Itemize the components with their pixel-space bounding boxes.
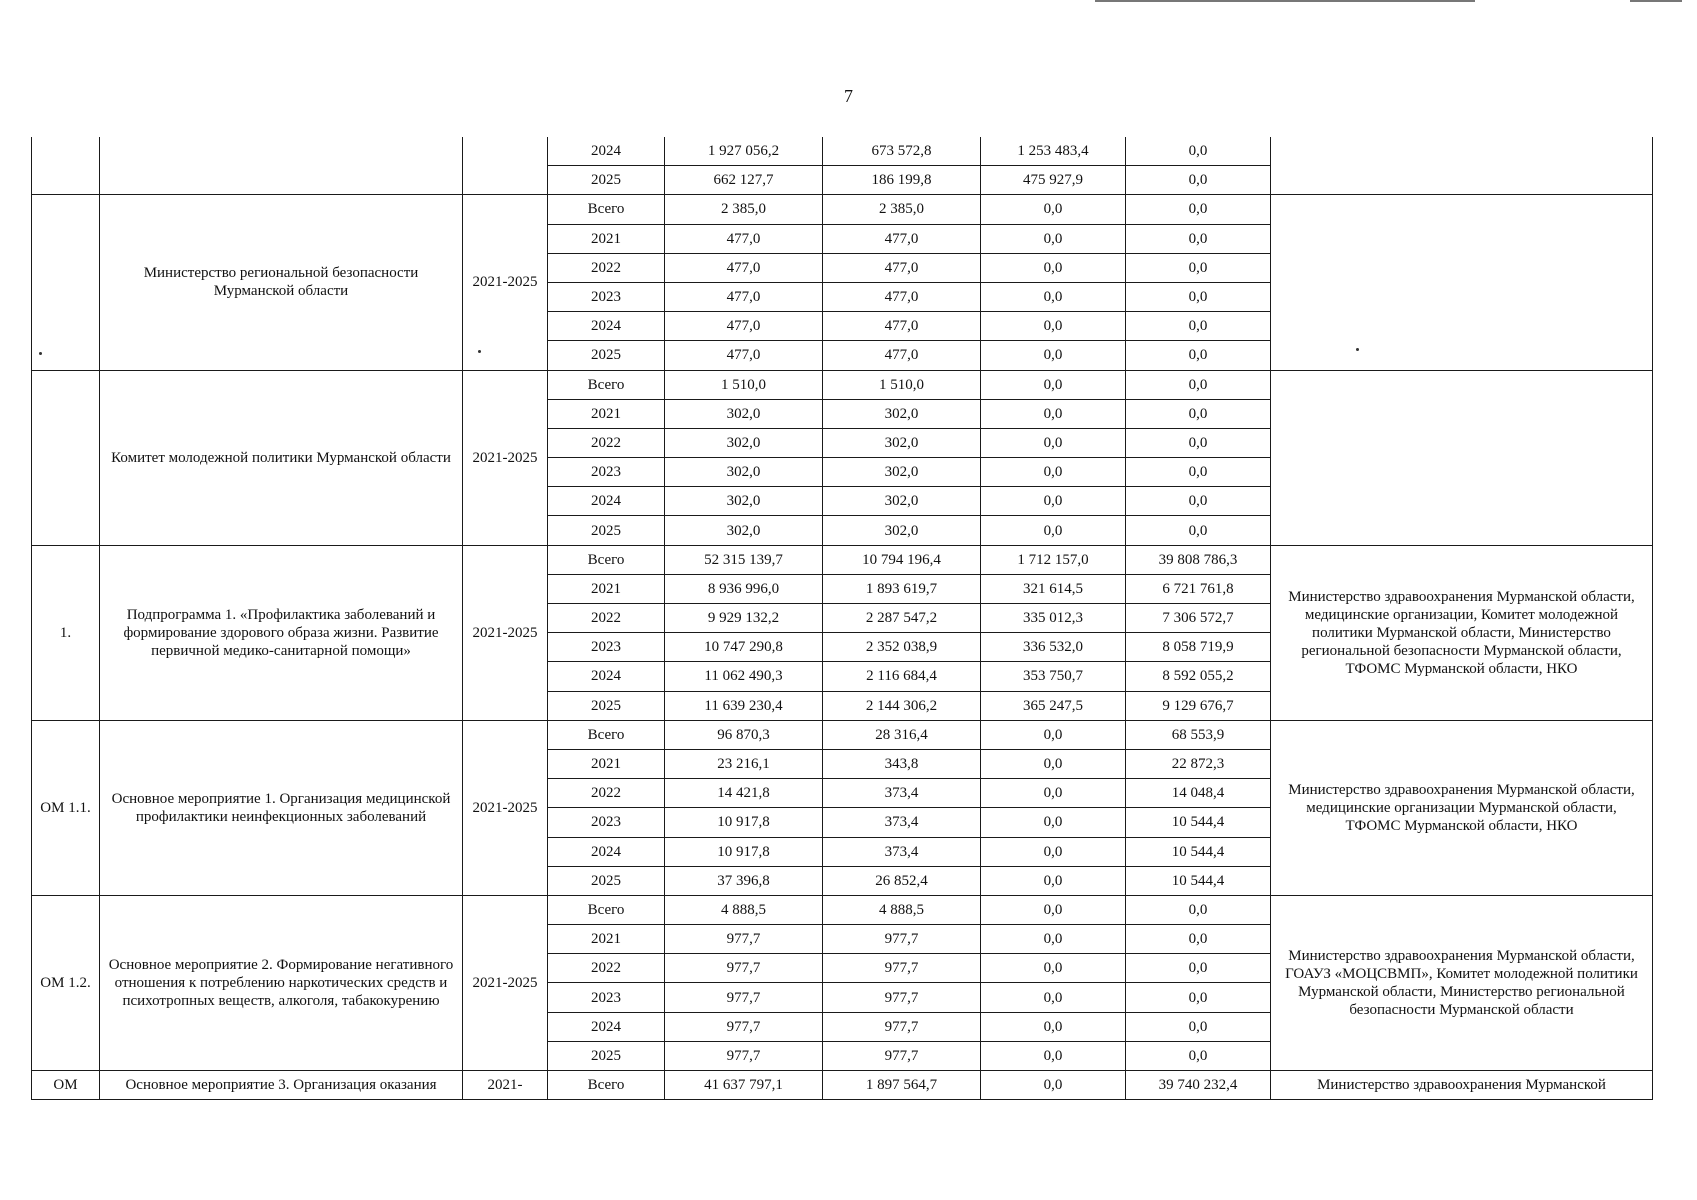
federal-budget-cell: 0,0 <box>981 1071 1126 1100</box>
total-cell: 8 936 996,0 <box>665 574 823 603</box>
executors-cell: Министерство здравоохранения Мурманской области, медицинские организации Мурманской области, ТФОМС Мурманской области, НКО <box>1271 720 1653 895</box>
regional-budget-cell: 373,4 <box>823 808 981 837</box>
regional-budget-cell: 302,0 <box>823 399 981 428</box>
year-cell: 2024 <box>548 312 665 341</box>
other-sources-cell: 0,0 <box>1126 166 1271 195</box>
table-row <box>32 137 1653 166</box>
total-cell: 2 385,0 <box>665 195 823 224</box>
regional-budget-cell: 977,7 <box>823 925 981 954</box>
item-number-cell: ОМ 1.1. <box>32 720 100 895</box>
item-name-cell: Комитет молодежной политики Мурманской области <box>100 370 463 545</box>
federal-budget-cell: 475 927,9 <box>981 166 1126 195</box>
federal-budget-cell: 0,0 <box>981 312 1126 341</box>
total-cell: 302,0 <box>665 487 823 516</box>
total-cell: 10 917,8 <box>665 837 823 866</box>
year-cell: Всего <box>548 720 665 749</box>
executors-cell: Министерство здравоохранения Мурманской <box>1271 1071 1653 1100</box>
other-sources-cell: 10 544,4 <box>1126 837 1271 866</box>
other-sources-cell: 14 048,4 <box>1126 779 1271 808</box>
federal-budget-cell: 0,0 <box>981 195 1126 224</box>
federal-budget-cell: 0,0 <box>981 720 1126 749</box>
total-cell: 96 870,3 <box>665 720 823 749</box>
regional-budget-cell: 477,0 <box>823 312 981 341</box>
total-cell: 41 637 797,1 <box>665 1071 823 1100</box>
year-cell: 2023 <box>548 633 665 662</box>
regional-budget-cell: 477,0 <box>823 253 981 282</box>
total-cell: 477,0 <box>665 282 823 311</box>
federal-budget-cell: 0,0 <box>981 808 1126 837</box>
other-sources-cell: 0,0 <box>1126 253 1271 282</box>
year-cell: 2024 <box>548 487 665 516</box>
other-sources-cell: 0,0 <box>1126 282 1271 311</box>
period-cell: 2021-2025 <box>463 370 548 545</box>
year-cell: 2022 <box>548 604 665 633</box>
regional-budget-cell: 26 852,4 <box>823 866 981 895</box>
regional-budget-cell: 477,0 <box>823 341 981 370</box>
regional-budget-cell: 673 572,8 <box>823 137 981 166</box>
total-cell: 1 927 056,2 <box>665 137 823 166</box>
regional-budget-cell: 1 893 619,7 <box>823 574 981 603</box>
year-cell: Всего <box>548 1071 665 1100</box>
federal-budget-cell: 0,0 <box>981 925 1126 954</box>
regional-budget-cell: 343,8 <box>823 749 981 778</box>
federal-budget-cell: 0,0 <box>981 428 1126 457</box>
regional-budget-cell: 373,4 <box>823 837 981 866</box>
year-cell: 2022 <box>548 954 665 983</box>
year-cell: 2021 <box>548 925 665 954</box>
other-sources-cell: 8 058 719,9 <box>1126 633 1271 662</box>
regional-budget-cell: 28 316,4 <box>823 720 981 749</box>
year-cell: 2023 <box>548 458 665 487</box>
executors-cell <box>1271 370 1653 545</box>
total-cell: 14 421,8 <box>665 779 823 808</box>
federal-budget-cell: 0,0 <box>981 341 1126 370</box>
other-sources-cell: 39 740 232,4 <box>1126 1071 1271 1100</box>
other-sources-cell: 0,0 <box>1126 195 1271 224</box>
item-number-cell <box>32 137 100 195</box>
year-cell: 2021 <box>548 749 665 778</box>
year-cell: 2025 <box>548 1041 665 1070</box>
other-sources-cell: 0,0 <box>1126 1041 1271 1070</box>
federal-budget-cell: 365 247,5 <box>981 691 1126 720</box>
total-cell: 9 929 132,2 <box>665 604 823 633</box>
other-sources-cell: 0,0 <box>1126 925 1271 954</box>
total-cell: 11 062 490,3 <box>665 662 823 691</box>
regional-budget-cell: 2 352 038,9 <box>823 633 981 662</box>
total-cell: 302,0 <box>665 458 823 487</box>
regional-budget-cell: 373,4 <box>823 779 981 808</box>
regional-budget-cell: 2 116 684,4 <box>823 662 981 691</box>
total-cell: 977,7 <box>665 925 823 954</box>
federal-budget-cell: 0,0 <box>981 487 1126 516</box>
total-cell: 37 396,8 <box>665 866 823 895</box>
federal-budget-cell: 1 712 157,0 <box>981 545 1126 574</box>
federal-budget-cell: 353 750,7 <box>981 662 1126 691</box>
total-cell: 10 917,8 <box>665 808 823 837</box>
table-row <box>32 895 1653 924</box>
regional-budget-cell: 2 385,0 <box>823 195 981 224</box>
total-cell: 477,0 <box>665 312 823 341</box>
regional-budget-cell: 4 888,5 <box>823 895 981 924</box>
other-sources-cell: 0,0 <box>1126 516 1271 545</box>
federal-budget-cell: 0,0 <box>981 779 1126 808</box>
regional-budget-cell: 477,0 <box>823 224 981 253</box>
year-cell: 2021 <box>548 224 665 253</box>
federal-budget-cell: 0,0 <box>981 954 1126 983</box>
regional-budget-cell: 1 510,0 <box>823 370 981 399</box>
federal-budget-cell: 336 532,0 <box>981 633 1126 662</box>
year-cell: 2024 <box>548 837 665 866</box>
regional-budget-cell: 977,7 <box>823 954 981 983</box>
federal-budget-cell: 0,0 <box>981 516 1126 545</box>
regional-budget-cell: 302,0 <box>823 516 981 545</box>
table-row <box>32 1071 1653 1100</box>
funding-table-body <box>32 137 1653 1100</box>
federal-budget-cell: 0,0 <box>981 895 1126 924</box>
year-cell: Всего <box>548 370 665 399</box>
total-cell: 477,0 <box>665 224 823 253</box>
total-cell: 977,7 <box>665 954 823 983</box>
year-cell: Всего <box>548 895 665 924</box>
period-cell: 2021-2025 <box>463 720 548 895</box>
period-cell: 2021-2025 <box>463 195 548 370</box>
federal-budget-cell: 0,0 <box>981 253 1126 282</box>
total-cell: 302,0 <box>665 428 823 457</box>
regional-budget-cell: 302,0 <box>823 428 981 457</box>
total-cell: 977,7 <box>665 1041 823 1070</box>
total-cell: 477,0 <box>665 341 823 370</box>
period-cell: 2021-2025 <box>463 895 548 1070</box>
item-number-cell: ОМ 1.2. <box>32 895 100 1070</box>
table-row <box>32 545 1653 574</box>
other-sources-cell: 0,0 <box>1126 312 1271 341</box>
year-cell: 2024 <box>548 1012 665 1041</box>
year-cell: 2023 <box>548 983 665 1012</box>
other-sources-cell: 68 553,9 <box>1126 720 1271 749</box>
other-sources-cell: 7 306 572,7 <box>1126 604 1271 633</box>
other-sources-cell: 0,0 <box>1126 428 1271 457</box>
executors-cell: Министерство здравоохранения Мурманской области, медицинские организации, Комитет молодежной политики Мурманской области, Министерство региональной безопасности Мурманской области, ТФОМС Мурманской области, НКО <box>1271 545 1653 720</box>
regional-budget-cell: 977,7 <box>823 1012 981 1041</box>
total-cell: 977,7 <box>665 1012 823 1041</box>
year-cell: 2025 <box>548 516 665 545</box>
other-sources-cell: 22 872,3 <box>1126 749 1271 778</box>
other-sources-cell: 8 592 055,2 <box>1126 662 1271 691</box>
period-cell: 2021-2025 <box>463 545 548 720</box>
federal-budget-cell: 0,0 <box>981 837 1126 866</box>
total-cell: 977,7 <box>665 983 823 1012</box>
federal-budget-cell: 0,0 <box>981 983 1126 1012</box>
year-cell: 2025 <box>548 691 665 720</box>
year-cell: 2021 <box>548 399 665 428</box>
year-cell: 2022 <box>548 428 665 457</box>
federal-budget-cell: 0,0 <box>981 399 1126 428</box>
year-cell: 2022 <box>548 779 665 808</box>
other-sources-cell: 0,0 <box>1126 954 1271 983</box>
executors-cell <box>1271 195 1653 370</box>
total-cell: 302,0 <box>665 516 823 545</box>
other-sources-cell: 39 808 786,3 <box>1126 545 1271 574</box>
other-sources-cell: 10 544,4 <box>1126 866 1271 895</box>
year-cell: 2024 <box>548 662 665 691</box>
table-row <box>32 195 1653 224</box>
federal-budget-cell: 0,0 <box>981 458 1126 487</box>
other-sources-cell: 0,0 <box>1126 487 1271 516</box>
year-cell: 2025 <box>548 866 665 895</box>
federal-budget-cell: 0,0 <box>981 1012 1126 1041</box>
executors-cell: Министерство здравоохранения Мурманской области, ГОАУЗ «МОЦСВМП», Комитет молодежной политики Мурманской области, Министерство региональной безопасности Мурманской области <box>1271 895 1653 1070</box>
regional-budget-cell: 10 794 196,4 <box>823 545 981 574</box>
regional-budget-cell: 2 144 306,2 <box>823 691 981 720</box>
federal-budget-cell: 1 253 483,4 <box>981 137 1126 166</box>
item-name-cell: Министерство региональной безопасности Мурманской области <box>100 195 463 370</box>
other-sources-cell: 0,0 <box>1126 370 1271 399</box>
federal-budget-cell: 0,0 <box>981 749 1126 778</box>
year-cell: 2023 <box>548 282 665 311</box>
total-cell: 477,0 <box>665 253 823 282</box>
item-name-cell <box>100 137 463 195</box>
scan-edge-line <box>1095 0 1475 2</box>
year-cell: 2021 <box>548 574 665 603</box>
other-sources-cell: 0,0 <box>1126 458 1271 487</box>
regional-budget-cell: 977,7 <box>823 983 981 1012</box>
other-sources-cell: 0,0 <box>1126 983 1271 1012</box>
other-sources-cell: 0,0 <box>1126 341 1271 370</box>
item-name-cell: Подпрограмма 1. «Профилактика заболеваний и формирование здорового образа жизни. Развитие первичной медико-санитарной помощи» <box>100 545 463 720</box>
item-name-cell: Основное мероприятие 1. Организация медицинской профилактики неинфекционных заболеваний <box>100 720 463 895</box>
year-cell: Всего <box>548 195 665 224</box>
scan-edge-mark <box>1630 0 1682 2</box>
executors-cell <box>1271 137 1653 195</box>
item-name-cell: Основное мероприятие 3. Организация оказания <box>100 1071 463 1100</box>
other-sources-cell: 0,0 <box>1126 895 1271 924</box>
other-sources-cell: 0,0 <box>1126 137 1271 166</box>
year-cell: Всего <box>548 545 665 574</box>
federal-budget-cell: 0,0 <box>981 1041 1126 1070</box>
total-cell: 302,0 <box>665 399 823 428</box>
other-sources-cell: 0,0 <box>1126 224 1271 253</box>
federal-budget-cell: 0,0 <box>981 282 1126 311</box>
federal-budget-cell: 0,0 <box>981 370 1126 399</box>
regional-budget-cell: 977,7 <box>823 1041 981 1070</box>
year-cell: 2024 <box>548 137 665 166</box>
funding-table <box>31 137 1653 1100</box>
regional-budget-cell: 477,0 <box>823 282 981 311</box>
item-number-cell: 1. <box>32 545 100 720</box>
other-sources-cell: 0,0 <box>1126 399 1271 428</box>
other-sources-cell: 10 544,4 <box>1126 808 1271 837</box>
year-cell: 2022 <box>548 253 665 282</box>
regional-budget-cell: 302,0 <box>823 487 981 516</box>
regional-budget-cell: 1 897 564,7 <box>823 1071 981 1100</box>
page-number: 7 <box>844 86 853 106</box>
total-cell: 662 127,7 <box>665 166 823 195</box>
table-row <box>32 720 1653 749</box>
period-cell: 2021- <box>463 1071 548 1100</box>
total-cell: 4 888,5 <box>665 895 823 924</box>
total-cell: 10 747 290,8 <box>665 633 823 662</box>
year-cell: 2025 <box>548 166 665 195</box>
regional-budget-cell: 2 287 547,2 <box>823 604 981 633</box>
federal-budget-cell: 0,0 <box>981 866 1126 895</box>
other-sources-cell: 0,0 <box>1126 1012 1271 1041</box>
federal-budget-cell: 335 012,3 <box>981 604 1126 633</box>
regional-budget-cell: 186 199,8 <box>823 166 981 195</box>
table-row <box>32 370 1653 399</box>
year-cell: 2023 <box>548 808 665 837</box>
total-cell: 1 510,0 <box>665 370 823 399</box>
item-number-cell <box>32 370 100 545</box>
other-sources-cell: 9 129 676,7 <box>1126 691 1271 720</box>
period-cell <box>463 137 548 195</box>
federal-budget-cell: 0,0 <box>981 224 1126 253</box>
federal-budget-cell: 321 614,5 <box>981 574 1126 603</box>
total-cell: 11 639 230,4 <box>665 691 823 720</box>
item-number-cell <box>32 195 100 370</box>
other-sources-cell: 6 721 761,8 <box>1126 574 1271 603</box>
regional-budget-cell: 302,0 <box>823 458 981 487</box>
total-cell: 23 216,1 <box>665 749 823 778</box>
item-name-cell: Основное мероприятие 2. Формирование негативного отношения к потреблению наркотических средств и психотропных веществ, алкоголя, табакокурению <box>100 895 463 1070</box>
year-cell: 2025 <box>548 341 665 370</box>
total-cell: 52 315 139,7 <box>665 545 823 574</box>
item-number-cell: ОМ <box>32 1071 100 1100</box>
